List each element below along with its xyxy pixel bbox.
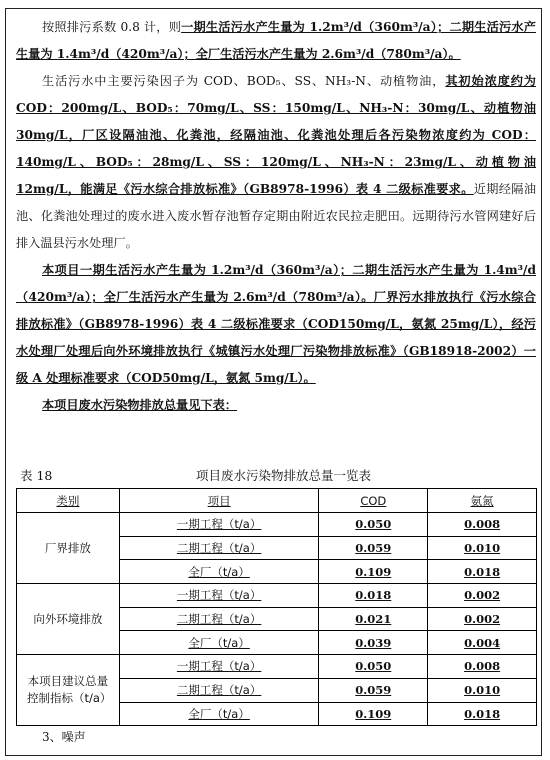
ammonia-cell: 0.018: [428, 560, 537, 584]
cod-cell: 0.059: [319, 678, 428, 702]
p1-text: 按照排污系数 0.8 计，则: [42, 20, 182, 34]
ammonia-cell: 0.002: [428, 607, 537, 631]
header-category: 类别: [17, 489, 120, 513]
paragraph-3: [16, 257, 536, 392]
item-cell: 二期工程（t/a）: [119, 678, 319, 702]
paragraph-1: [16, 14, 536, 68]
table-title: 项目废水污染物排放总量一览表: [196, 468, 372, 483]
p3-emphasis: 本项目一期生活污水产生量为 1.2m³/d（360m³/a）；二期生活污水产生量为 1.4m³/d（420m³/a）；全厂生活污水产生量为 2.6m³/d（780m³/a）。厂界污水排放执行《污水综合排放标准》（GB8978-1996）表 4 二级标准要求（COD150mg/L，氨氮 25mg/L），经污水处理厂处理后向外环境排放执行《城镇污水处理厂污染物排放标准》（GB18918-2002）一级 A 处理标准要求（COD50mg/L，氨氮 5mg/L）。: [16, 263, 536, 385]
table-label: 表 18: [20, 468, 53, 483]
table-row: [17, 584, 537, 608]
p4-emphasis: 本项目废水污染物排放总量见下表：: [42, 398, 237, 412]
item-cell: 一期工程（t/a）: [119, 655, 319, 679]
cod-cell: 0.059: [319, 536, 428, 560]
paragraph-4: [16, 392, 536, 419]
category-cell: 向外环境排放: [17, 584, 120, 655]
ammonia-cell: 0.008: [428, 513, 537, 537]
item-cell: 全厂（t/a）: [119, 560, 319, 584]
cod-cell: 0.039: [319, 631, 428, 655]
section-heading-noise: 3、噪声: [42, 730, 86, 744]
header-ammonia: 氨氮: [428, 489, 537, 513]
ammonia-cell: 0.010: [428, 536, 537, 560]
item-cell: 全厂（t/a）: [119, 702, 319, 726]
item-cell: 二期工程（t/a）: [119, 607, 319, 631]
item-cell: 一期工程（t/a）: [119, 513, 319, 537]
item-cell: 全厂（t/a）: [119, 631, 319, 655]
category-cell: 本项目建议总量控制指标（t/a）: [17, 655, 120, 726]
ammonia-cell: 0.008: [428, 655, 537, 679]
emission-table: [16, 488, 537, 726]
header-item: 项目: [119, 489, 319, 513]
cod-cell: 0.050: [319, 513, 428, 537]
table-row: [17, 513, 537, 537]
item-cell: 一期工程（t/a）: [119, 584, 319, 608]
table-row: [17, 655, 537, 679]
cod-cell: 0.109: [319, 702, 428, 726]
ammonia-cell: 0.018: [428, 702, 537, 726]
table-header-row: [17, 489, 537, 513]
ammonia-cell: 0.004: [428, 631, 537, 655]
cod-cell: 0.050: [319, 655, 428, 679]
category-cell: 厂界排放: [17, 513, 120, 584]
cod-cell: 0.109: [319, 560, 428, 584]
header-cod: COD: [319, 489, 428, 513]
ammonia-cell: 0.010: [428, 678, 537, 702]
p2-tail: 近期经隔油池、化粪池处理过的废水进入废水暂存池暂存定期由附近农民拉走肥田。远期待污水管网建好后排入温县污水处理厂。: [16, 182, 537, 250]
p2-text: 生活污水中主要污染因子为 COD、BOD₅、SS、NH₃-N、动植物油，: [42, 74, 446, 88]
cod-cell: 0.021: [319, 607, 428, 631]
p2-emphasis: 其初始浓度约为 COD：200mg/L、BOD₅：70mg/L、SS：150mg/L、NH₃-N：30mg/L、动植物油 30mg/L，厂区设隔油池、化粪池，经隔油池、化粪池处理后各污染物浓度约为 COD：140mg/L、BOD₅：28mg/L、SS：120mg/L、NH₃-N：23mg/L、动植物油 12mg/L，能满足《污水综合排放标准》（GB8978-1996）表 4 二级标准要求。: [16, 74, 536, 196]
cod-cell: 0.018: [319, 584, 428, 608]
ammonia-cell: 0.002: [428, 584, 537, 608]
paragraph-2: [16, 68, 536, 257]
table-caption: [20, 464, 535, 484]
p1-emphasis: 一期生活污水产生量为 1.2m³/d（360m³/a）；二期生活污水产生量为 1.4m³/d（420m³/a）；全厂生活污水产生量为 2.6m³/d（780m³/a）。: [16, 20, 536, 61]
item-cell: 二期工程（t/a）: [119, 536, 319, 560]
body-text: [16, 14, 536, 419]
